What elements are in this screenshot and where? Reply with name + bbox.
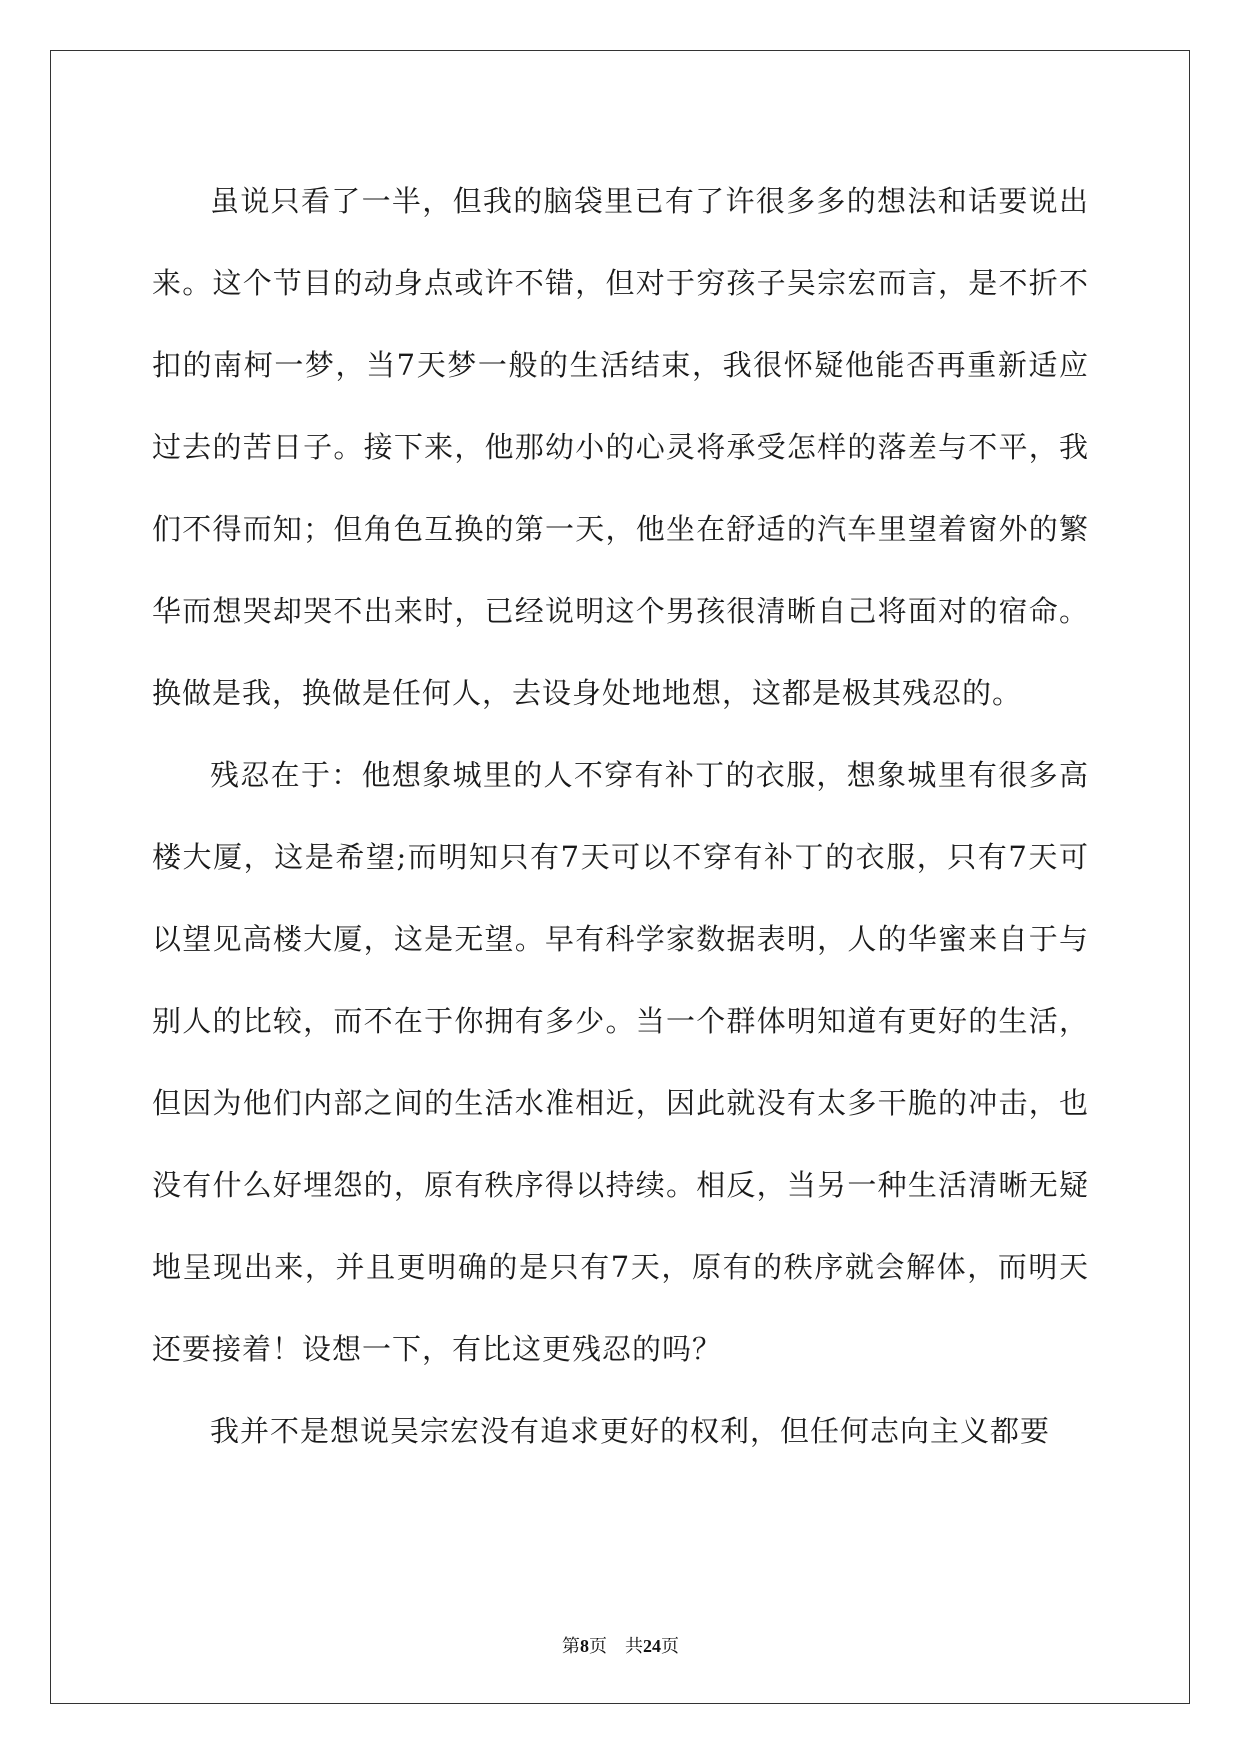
total-page-number: 24 — [643, 1636, 661, 1656]
document-body — [152, 160, 1089, 1472]
paragraph-1: 虽说只看了一半，但我的脑袋里已有了许很多多的想法和话要说出来。这个节目的动身点或许不错，但对于穷孩子吴宗宏而言，是不折不扣的南柯一梦，当7天梦一般的生活结束，我很怀疑他能否再重新适应过去的苦日子。接下来，他那幼小的心灵将承受怎样的落差与不平，我们不得而知；但角色互换的第一天，他坐在舒适的汽车里望着窗外的繁华而想哭却哭不出来时，已经说明这个男孩很清晰自己将面对的宿命。换做是我，换做是任何人，去设身处地地想，这都是极其残忍的。 — [152, 184, 1089, 710]
current-page-number: 8 — [580, 1636, 589, 1656]
page-prefix: 第 — [562, 1636, 580, 1657]
paragraph-3: 我并不是想说吴宗宏没有追求更好的权利，但任何志向主义都要 — [210, 1414, 1051, 1448]
total-suffix: 页 — [661, 1636, 679, 1657]
page-suffix: 页 — [589, 1636, 607, 1657]
page-footer — [0, 1632, 1241, 1658]
paragraph-2: 残忍在于：他想象城里的人不穿有补丁的衣服，想象城里有很多高楼大厦，这是希望;而明知只有7天可以不穿有补丁的衣服，只有7天可以望见高楼大厦，这是无望。早有科学家数据表明，人的华蜜来自于与别人的比较，而不在于你拥有多少。当一个群体明知道有更好的生活，但因为他们内部之间的生活水准相近，因此就没有太多干脆的冲击，也没有什么好埋怨的，原有秩序得以持续。相反，当另一种生活清晰无疑地呈现出来，并且更明确的是只有7天，原有的秩序就会解体，而明天还要接着！设想一下，有比这更残忍的吗？ — [152, 758, 1089, 1366]
total-prefix: 共 — [625, 1636, 643, 1657]
